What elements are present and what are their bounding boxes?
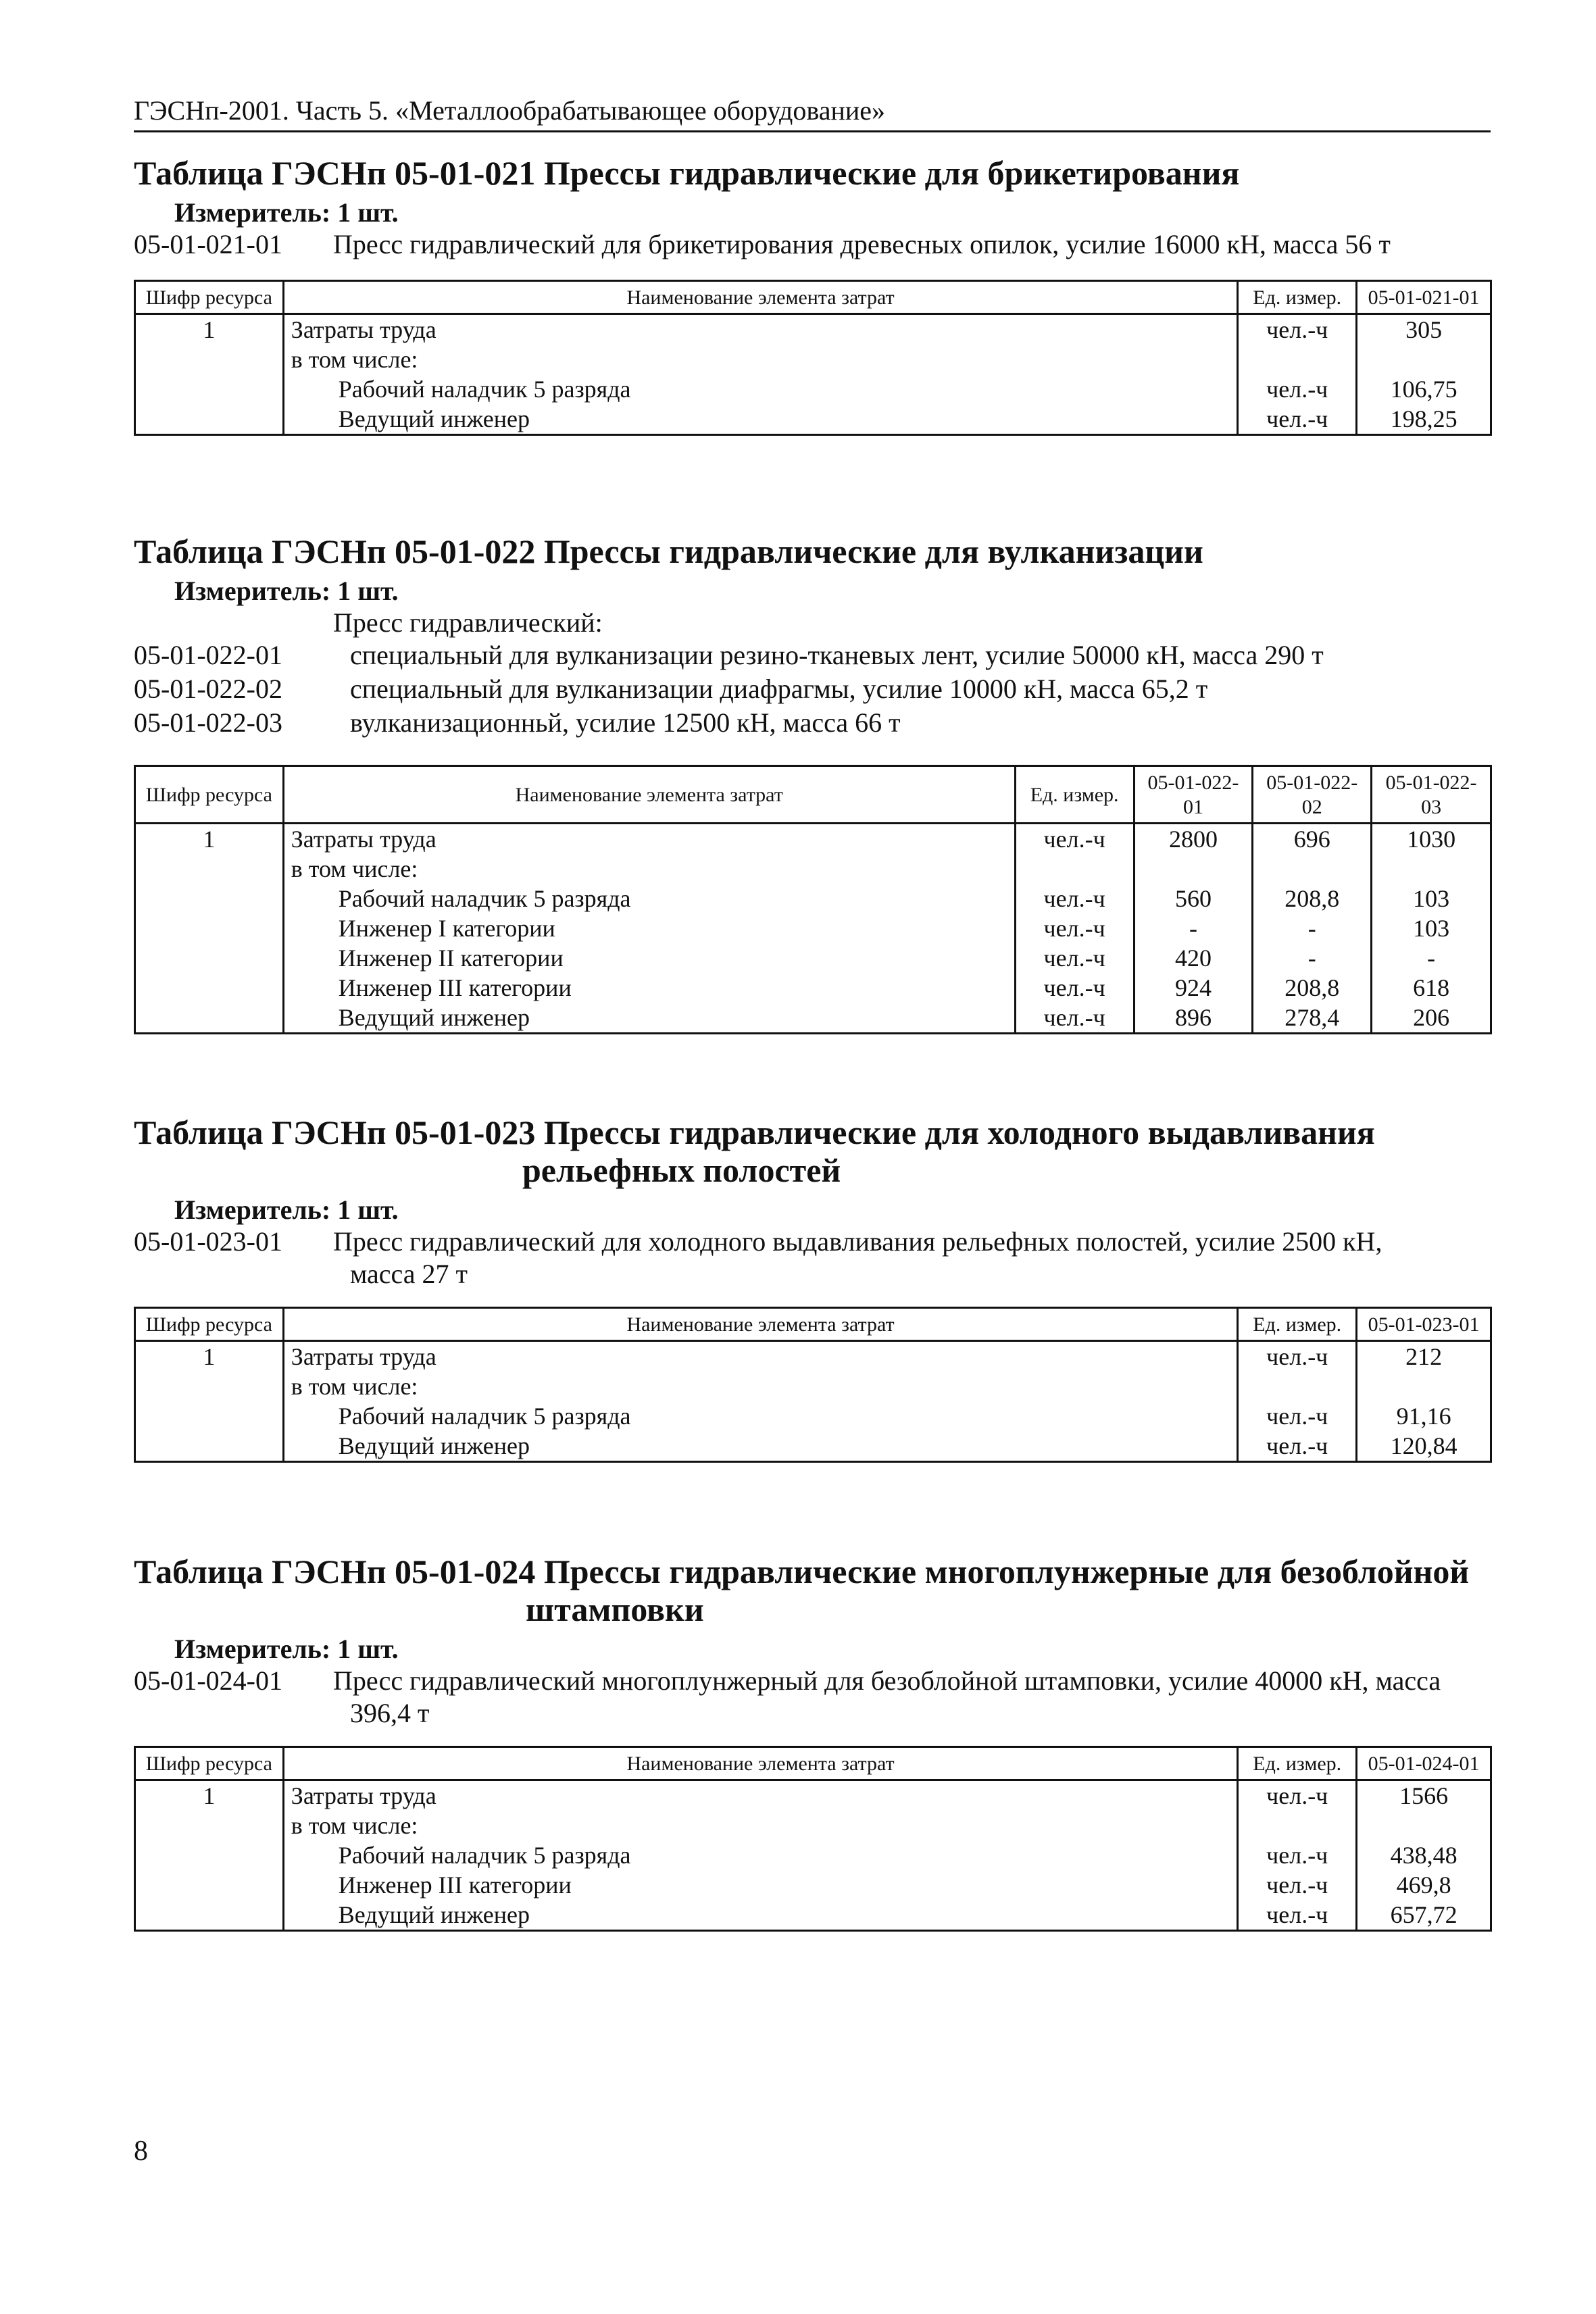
cell-name: в том числе: bbox=[283, 854, 1015, 884]
norm-item bbox=[134, 1665, 1491, 1730]
cell-value bbox=[1357, 1811, 1491, 1840]
section-title bbox=[134, 532, 1491, 570]
meter-label: Измеритель: 1 шт. bbox=[174, 576, 399, 606]
table-row bbox=[135, 345, 1491, 374]
cell-name: Ведущий инженер bbox=[283, 1431, 1238, 1462]
table-row bbox=[135, 1341, 1491, 1372]
header-code: Шифр ресурса bbox=[135, 281, 284, 314]
table-row bbox=[135, 1003, 1491, 1034]
meter-label: Измеритель: 1 шт. bbox=[174, 1194, 399, 1225]
cell-value: 198,25 bbox=[1357, 404, 1491, 435]
cell-unit: чел.-ч bbox=[1015, 913, 1134, 943]
header-name: Наименование элемента затрат bbox=[283, 766, 1015, 824]
header-code: Шифр ресурса bbox=[135, 1308, 284, 1341]
cell-value: 278,4 bbox=[1253, 1003, 1372, 1034]
cell-code bbox=[135, 1811, 284, 1840]
cell-code bbox=[135, 1401, 284, 1431]
cell-value: 2800 bbox=[1134, 824, 1253, 855]
cell-code bbox=[135, 345, 284, 374]
header-unit: Ед. измер. bbox=[1238, 1308, 1357, 1341]
table-row bbox=[135, 1401, 1491, 1431]
section-title bbox=[134, 1553, 1491, 1628]
norm-table bbox=[134, 765, 1492, 1034]
cell-value: - bbox=[1253, 913, 1372, 943]
table-row bbox=[135, 374, 1491, 404]
norm-item-code: 05-01-022-02 bbox=[134, 674, 282, 704]
header-code: Шифр ресурса bbox=[135, 766, 284, 824]
cell-name: Инженер II категории bbox=[283, 943, 1015, 973]
table-row bbox=[135, 943, 1491, 973]
cell-unit bbox=[1238, 1811, 1357, 1840]
header-rule bbox=[134, 130, 1491, 132]
header-name: Наименование элемента затрат bbox=[283, 281, 1238, 314]
table-row bbox=[135, 404, 1491, 435]
cell-value: 106,75 bbox=[1357, 374, 1491, 404]
cell-unit: чел.-ч bbox=[1238, 404, 1357, 435]
table-row bbox=[135, 824, 1491, 855]
norm-item bbox=[134, 1226, 1491, 1290]
cell-value: 438,48 bbox=[1357, 1840, 1491, 1870]
cell-name: в том числе: bbox=[283, 1811, 1238, 1840]
header-column: 05-01-022-01 bbox=[1134, 766, 1253, 824]
section-title-line: Таблица ГЭСНп 05-01-024 Прессы гидравлические многоплунжерные для безоблойной bbox=[134, 1553, 1470, 1590]
header-unit: Ед. измер. bbox=[1015, 766, 1134, 824]
cell-unit: чел.-ч bbox=[1238, 1840, 1357, 1870]
norm-item bbox=[134, 707, 1491, 739]
cell-value: 103 bbox=[1372, 884, 1491, 913]
norm-table bbox=[134, 1746, 1492, 1932]
cell-name: Затраты труда bbox=[283, 824, 1015, 855]
cell-unit: чел.-ч bbox=[1015, 884, 1134, 913]
section-title-line: Таблица ГЭСНп 05-01-022 Прессы гидравлические для вулканизации bbox=[134, 532, 1203, 570]
norm-item-text: Пресс гидравлический для брикетирования древесных опилок, усилие 16000 кН, масса 56 т bbox=[333, 229, 1391, 259]
cell-name: Затраты труда bbox=[283, 1341, 1238, 1372]
cell-value: 91,16 bbox=[1357, 1401, 1491, 1431]
norm-item-text: специальный для вулканизации диафрагмы, усилие 10000 кН, масса 65,2 т bbox=[350, 674, 1208, 704]
cell-unit: чел.-ч bbox=[1015, 943, 1134, 973]
cell-value: 212 bbox=[1357, 1341, 1491, 1372]
section-05-01-024 bbox=[134, 1553, 1491, 1928]
cell-name: Ведущий инженер bbox=[283, 1003, 1015, 1034]
table-row bbox=[135, 973, 1491, 1003]
meter-label: Измеритель: 1 шт. bbox=[174, 197, 399, 228]
cell-value: 305 bbox=[1357, 314, 1491, 345]
cell-value: 420 bbox=[1134, 943, 1253, 973]
cell-code bbox=[135, 973, 284, 1003]
norm-item-code: 05-01-023-01 bbox=[134, 1226, 282, 1257]
cell-name: в том числе: bbox=[283, 1372, 1238, 1401]
norm-item-text: Пресс гидравлический для холодного выдавливания рельефных полостей, усилие 2500 кН, bbox=[333, 1226, 1382, 1257]
header-column: 05-01-022-03 bbox=[1372, 766, 1491, 824]
cell-code bbox=[135, 374, 284, 404]
cell-value: 208,8 bbox=[1253, 884, 1372, 913]
cell-code bbox=[135, 1431, 284, 1462]
cell-value: 560 bbox=[1134, 884, 1253, 913]
header-unit: Ед. измер. bbox=[1238, 1747, 1357, 1780]
cell-unit: чел.-ч bbox=[1238, 1431, 1357, 1462]
cell-code: 1 bbox=[135, 824, 284, 855]
cell-unit: чел.-ч bbox=[1238, 1900, 1357, 1931]
norm-item-text: масса 27 т bbox=[350, 1259, 468, 1289]
table-row bbox=[135, 1372, 1491, 1401]
header-column: 05-01-022-02 bbox=[1253, 766, 1372, 824]
cell-name: в том числе: bbox=[283, 345, 1238, 374]
section-title bbox=[134, 154, 1491, 192]
cell-unit bbox=[1238, 345, 1357, 374]
table-row bbox=[135, 1431, 1491, 1462]
cell-name: Ведущий инженер bbox=[283, 1900, 1238, 1931]
cell-unit: чел.-ч bbox=[1238, 1780, 1357, 1811]
table-row bbox=[135, 1780, 1491, 1811]
cell-code bbox=[135, 404, 284, 435]
table-row bbox=[135, 884, 1491, 913]
cell-unit bbox=[1015, 854, 1134, 884]
norm-item-code: 05-01-022-03 bbox=[134, 707, 282, 738]
table-row bbox=[135, 1870, 1491, 1900]
cell-unit: чел.-ч bbox=[1015, 824, 1134, 855]
cell-value: 896 bbox=[1134, 1003, 1253, 1034]
cell-name: Затраты труда bbox=[283, 314, 1238, 345]
cell-value: 206 bbox=[1372, 1003, 1491, 1034]
cell-code: 1 bbox=[135, 1341, 284, 1372]
cell-code bbox=[135, 1870, 284, 1900]
cell-unit: чел.-ч bbox=[1015, 973, 1134, 1003]
norm-item-text: Пресс гидравлический многоплунжерный для безоблойной штамповки, усилие 40000 кН, масса bbox=[333, 1665, 1441, 1696]
meter-label: Измеритель: 1 шт. bbox=[174, 1634, 399, 1664]
table-row bbox=[135, 314, 1491, 345]
norm-table bbox=[134, 280, 1492, 436]
page-number: 8 bbox=[134, 2136, 148, 2167]
cell-value bbox=[1357, 1372, 1491, 1401]
cell-name: Рабочий наладчик 5 разряда bbox=[283, 884, 1015, 913]
cell-name: Рабочий наладчик 5 разряда bbox=[283, 374, 1238, 404]
cell-code: 1 bbox=[135, 314, 284, 345]
cell-code bbox=[135, 1840, 284, 1870]
cell-value: 120,84 bbox=[1357, 1431, 1491, 1462]
section-title-line: Таблица ГЭСНп 05-01-021 Прессы гидравлические для брикетирования bbox=[134, 154, 1240, 192]
cell-value: 103 bbox=[1372, 913, 1491, 943]
table-row bbox=[135, 1900, 1491, 1931]
cell-unit: чел.-ч bbox=[1238, 314, 1357, 345]
norm-item-code: 05-01-024-01 bbox=[134, 1665, 282, 1696]
cell-value bbox=[1134, 854, 1253, 884]
items-lead: Пресс гидравлический: bbox=[333, 607, 603, 638]
table-row bbox=[135, 1811, 1491, 1840]
cell-value bbox=[1253, 854, 1372, 884]
table-row bbox=[135, 913, 1491, 943]
norm-item-text: специальный для вулканизации резино-тканевых лент, усилие 50000 кН, масса 290 т bbox=[350, 640, 1324, 670]
norm-item-text: 396,4 т bbox=[350, 1698, 430, 1728]
header-unit: Ед. измер. bbox=[1238, 281, 1357, 314]
cell-value: - bbox=[1134, 913, 1253, 943]
cell-name: Инженер III категории bbox=[283, 1870, 1238, 1900]
cell-name: Рабочий наладчик 5 разряда bbox=[283, 1401, 1238, 1431]
header-name: Наименование элемента затрат bbox=[283, 1747, 1238, 1780]
cell-value: 1030 bbox=[1372, 824, 1491, 855]
cell-name: Ведущий инженер bbox=[283, 404, 1238, 435]
cell-value: - bbox=[1253, 943, 1372, 973]
cell-value: 469,8 bbox=[1357, 1870, 1491, 1900]
cell-code bbox=[135, 854, 284, 884]
section-title bbox=[134, 1113, 1491, 1189]
section-05-01-023 bbox=[134, 1113, 1491, 1459]
cell-value: 618 bbox=[1372, 973, 1491, 1003]
norm-item bbox=[134, 673, 1491, 705]
cell-value: 657,72 bbox=[1357, 1900, 1491, 1931]
norm-item-text: вулканизационньй, усилие 12500 кН, масса 66 т bbox=[350, 707, 901, 738]
cell-value bbox=[1372, 854, 1491, 884]
section-title-line: Таблица ГЭСНп 05-01-023 Прессы гидравлические для холодного выдавливания bbox=[134, 1113, 1375, 1151]
cell-value: 208,8 bbox=[1253, 973, 1372, 1003]
norm-item bbox=[134, 639, 1491, 672]
header-code: Шифр ресурса bbox=[135, 1747, 284, 1780]
norm-table bbox=[134, 1307, 1492, 1463]
cell-name: Инженер I категории bbox=[283, 913, 1015, 943]
cell-code bbox=[135, 884, 284, 913]
header-column: 05-01-021-01 bbox=[1357, 281, 1491, 314]
cell-code: 1 bbox=[135, 1780, 284, 1811]
header-name: Наименование элемента затрат bbox=[283, 1308, 1238, 1341]
cell-code bbox=[135, 1900, 284, 1931]
table-row bbox=[135, 854, 1491, 884]
section-title-line: рельефных полостей bbox=[522, 1151, 841, 1189]
cell-code bbox=[135, 913, 284, 943]
cell-name: Инженер III категории bbox=[283, 973, 1015, 1003]
cell-code bbox=[135, 1003, 284, 1034]
cell-value: 1566 bbox=[1357, 1780, 1491, 1811]
norm-item-code: 05-01-021-01 bbox=[134, 229, 282, 259]
cell-value: 924 bbox=[1134, 973, 1253, 1003]
norm-item-code: 05-01-022-01 bbox=[134, 640, 282, 670]
section-05-01-022 bbox=[134, 532, 1491, 1031]
cell-code bbox=[135, 943, 284, 973]
cell-unit bbox=[1238, 1372, 1357, 1401]
header-column: 05-01-024-01 bbox=[1357, 1747, 1491, 1780]
cell-unit: чел.-ч bbox=[1238, 1870, 1357, 1900]
table-row bbox=[135, 1840, 1491, 1870]
section-title-line: штамповки bbox=[526, 1590, 704, 1628]
cell-unit: чел.-ч bbox=[1238, 1341, 1357, 1372]
norm-item bbox=[134, 228, 1491, 261]
running-head: ГЭСНп-2001. Часть 5. «Металлообрабатывающее оборудование» bbox=[134, 95, 886, 126]
cell-value: - bbox=[1372, 943, 1491, 973]
cell-unit: чел.-ч bbox=[1238, 1401, 1357, 1431]
cell-name: Рабочий наладчик 5 разряда bbox=[283, 1840, 1238, 1870]
cell-value bbox=[1357, 345, 1491, 374]
cell-unit: чел.-ч bbox=[1238, 374, 1357, 404]
header-column: 05-01-023-01 bbox=[1357, 1308, 1491, 1341]
cell-value: 696 bbox=[1253, 824, 1372, 855]
cell-unit: чел.-ч bbox=[1015, 1003, 1134, 1034]
cell-code bbox=[135, 1372, 284, 1401]
section-05-01-021 bbox=[134, 154, 1491, 432]
cell-name: Затраты труда bbox=[283, 1780, 1238, 1811]
